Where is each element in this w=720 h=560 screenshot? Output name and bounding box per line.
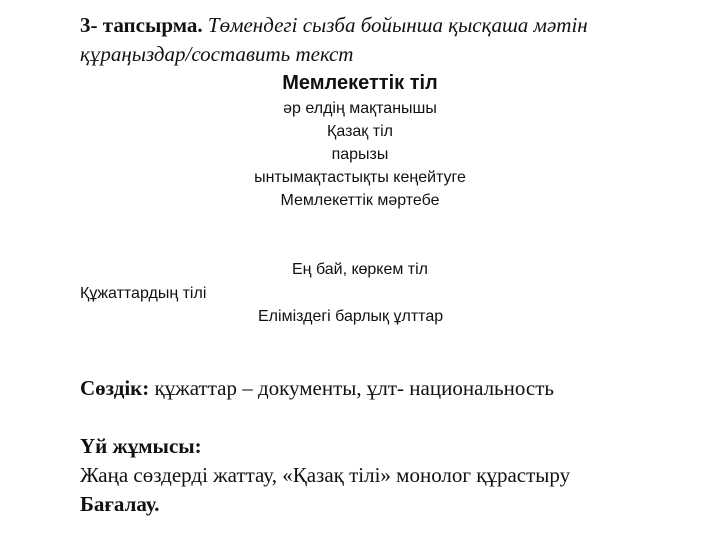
task-instruction-line2: құраңыздар/составить текст	[80, 42, 354, 66]
task-label: - тапсырма.	[90, 13, 203, 37]
diagram-item-rich-language: Ең бай, көркем тіл	[291, 261, 428, 278]
diagram-item-documents-language: Құжаттардың тілі	[80, 285, 207, 302]
diagram-item-all-nations: Еліміздегі барлық ұлттар	[258, 308, 444, 325]
diagram-item-duty: парызы	[331, 146, 389, 163]
dictionary-label: Сөздік:	[80, 376, 150, 400]
dictionary-text: құжаттар – документы, ұлт- национальность	[149, 376, 554, 400]
homework-text: Жаңа сөздерді жаттау, «Қазақ тілі» монолог құрастыру	[80, 463, 571, 487]
dictionary-line	[80, 375, 554, 401]
diagram-item-kazakh-language: Қазақ тіл	[327, 123, 393, 140]
diagram-title: Мемлекеттік тіл	[282, 72, 438, 94]
task-number: 3	[80, 13, 91, 37]
diagram-item-state-status: Мемлекеттік мәртебе	[280, 192, 440, 209]
diagram-item-pride: әр елдің мақтанышы	[283, 100, 437, 117]
diagram-item-cooperation: ынтымақтастықты кеңейтуге	[254, 169, 466, 186]
task-instruction-line1: Төмендегі сызба бойынша қысқаша мәтін	[207, 13, 588, 37]
homework-label: Үй жұмысы:	[80, 434, 202, 458]
task-heading	[80, 12, 588, 38]
grading-label: Бағалау.	[80, 492, 160, 516]
